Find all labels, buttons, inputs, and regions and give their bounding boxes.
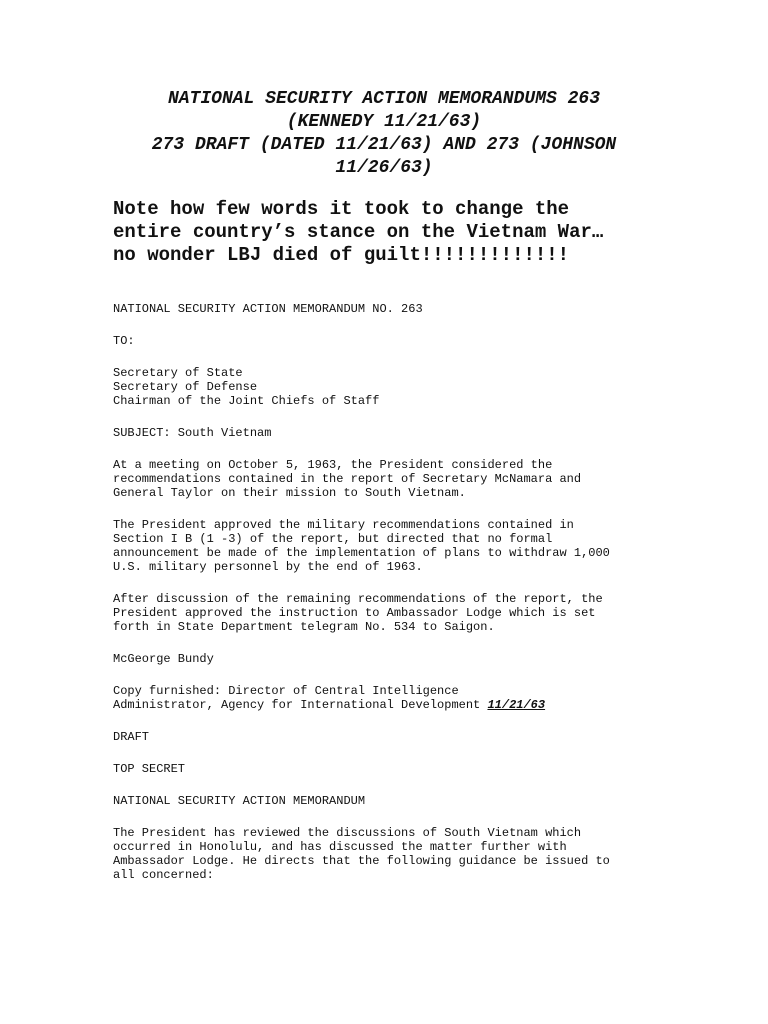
paragraph-line: U.S. military personnel by the end of 1963. bbox=[113, 560, 423, 574]
draft-label: DRAFT bbox=[113, 730, 150, 744]
title-line: 11/26/63) bbox=[335, 158, 433, 178]
title-line: 273 DRAFT (DATED 11/21/63) AND 273 (JOHNSON bbox=[151, 135, 617, 155]
to-label: TO: bbox=[113, 334, 135, 348]
paragraph-line: occurred in Honolulu, and has discussed the matter further with bbox=[113, 840, 567, 854]
recipient: Secretary of State bbox=[113, 366, 243, 380]
signature: McGeorge Bundy bbox=[113, 652, 214, 666]
paragraph-line: The President has reviewed the discussions of South Vietnam which bbox=[113, 826, 582, 840]
paragraph-line: Ambassador Lodge. He directs that the following guidance be issued to bbox=[113, 854, 610, 868]
title-line: (KENNEDY 11/21/63) bbox=[286, 112, 482, 132]
paragraph-line: recommendations contained in the report of Secretary McNamara and bbox=[113, 472, 582, 486]
paragraph-line: At a meeting on October 5, 1963, the President considered the bbox=[113, 458, 553, 472]
paragraph bbox=[113, 592, 753, 634]
editorial-note bbox=[113, 198, 713, 267]
date-link[interactable]: 11/21/63 bbox=[487, 698, 546, 712]
paragraph-line: After discussion of the remaining recommendations of the report, the bbox=[113, 592, 603, 606]
paragraph-line: all concerned: bbox=[113, 868, 214, 882]
copy-furnished bbox=[113, 684, 753, 712]
paragraph-line: forth in State Department telegram No. 534 to Saigon. bbox=[113, 620, 495, 634]
copy-line-text: Administrator, Agency for International Development bbox=[113, 698, 488, 712]
copy-line: Copy furnished: Director of Central Intelligence bbox=[113, 684, 459, 698]
copy-line bbox=[113, 698, 753, 712]
classification-label: TOP SECRET bbox=[113, 762, 186, 776]
recipient: Secretary of Defense bbox=[113, 380, 258, 394]
paragraph-line: The President approved the military recommendations contained in bbox=[113, 518, 574, 532]
draft-heading: NATIONAL SECURITY ACTION MEMORANDUM bbox=[113, 794, 366, 808]
memo-body bbox=[113, 302, 753, 900]
subject-line: SUBJECT: South Vietnam bbox=[113, 426, 272, 440]
paragraph bbox=[113, 458, 753, 500]
note-line: no wonder LBJ died of guilt!!!!!!!!!!!!! bbox=[113, 244, 570, 266]
paragraph-line: President approved the instruction to Ambassador Lodge which is set bbox=[113, 606, 596, 620]
memo-heading: NATIONAL SECURITY ACTION MEMORANDUM NO. 263 bbox=[113, 302, 423, 316]
document-title bbox=[60, 88, 708, 180]
recipient: Chairman of the Joint Chiefs of Staff bbox=[113, 394, 380, 408]
recipients bbox=[113, 366, 753, 408]
note-line: entire country’s stance on the Vietnam War… bbox=[113, 221, 604, 243]
note-line: Note how few words it took to change the bbox=[113, 198, 570, 220]
title-line: NATIONAL SECURITY ACTION MEMORANDUMS 263 bbox=[167, 89, 601, 109]
paragraph-line: General Taylor on their mission to South Vietnam. bbox=[113, 486, 466, 500]
paragraph-line: Section I B (1 -3) of the report, but directed that no formal bbox=[113, 532, 553, 546]
paragraph-line: announcement be made of the implementation of plans to withdraw 1,000 bbox=[113, 546, 610, 560]
paragraph bbox=[113, 826, 753, 882]
paragraph bbox=[113, 518, 753, 574]
